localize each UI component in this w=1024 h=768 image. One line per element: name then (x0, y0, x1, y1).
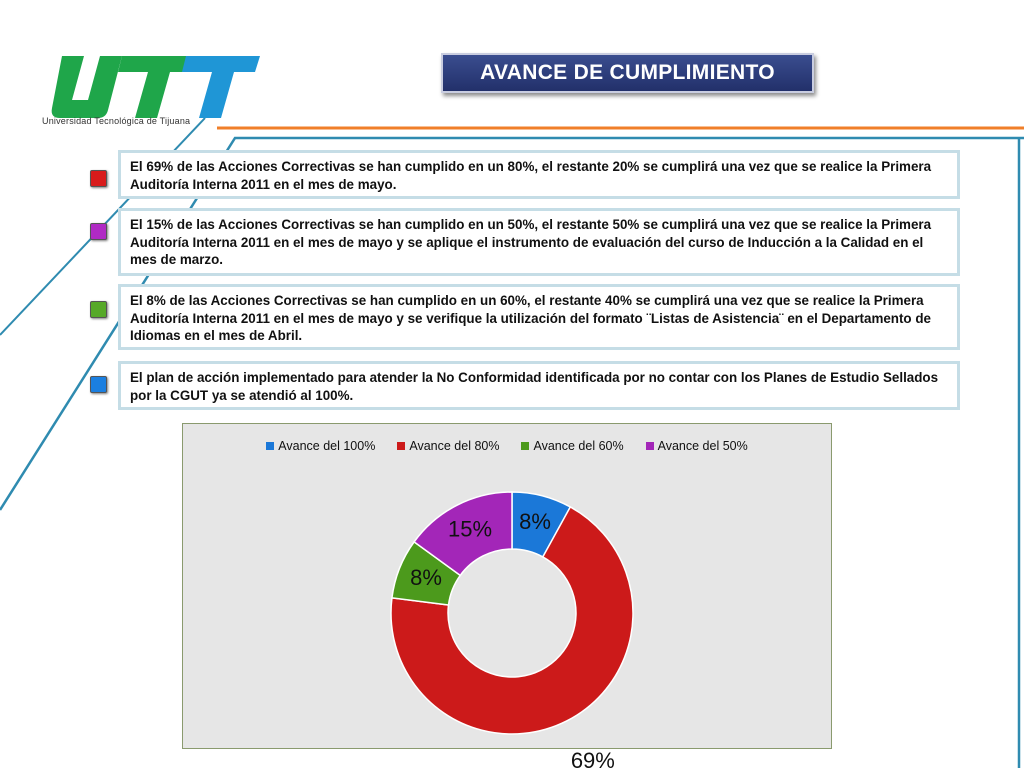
data-label-50: 15% (447, 516, 493, 542)
legend-item-50: Avance del 50% (646, 439, 748, 453)
data-label-60: 8% (410, 564, 442, 590)
text-item-3: El 8% de las Acciones Correctivas se han cumplido en un 60%, el restante 40% se cumplirá una vez que se realice la Primera Auditoría Interna 2011 en el mes de mayo y se verifique la utilización del formato ¨Listas de Asistencia¨ en el Departamento de Idiomas en el mes de Abril. (118, 284, 960, 350)
text-item-2: El 15% de las Acciones Correctivas se han cumplido en un 50%, el restante 50% se cumplirá una vez que se realice la Primera Auditoría Interna 2011 en el mes de mayo y se aplique el instrumento de evaluación del curso de Inducción a la Calidad en el mes de marzo. (118, 208, 960, 276)
data-label-80: 69% (570, 747, 615, 768)
logo-subtitle: Universidad Tecnológica de Tijuana (42, 116, 191, 126)
legend-item-60: Avance del 60% (521, 439, 623, 453)
logo-letter-t2 (182, 56, 260, 118)
donut-plot (183, 424, 831, 768)
legend-item-80: Avance del 80% (397, 439, 499, 453)
page-title: AVANCE DE CUMPLIMIENTO (441, 53, 814, 93)
bullet-green (90, 301, 107, 318)
legend-item-100: Avance del 100% (266, 439, 375, 453)
bullet-blue (90, 376, 107, 393)
text-item-1: El 69% de las Acciones Correctivas se han cumplido en un 80%, el restante 20% se cumplirá una vez que se realice la Primera Auditoría Interna 2011 en el mes de mayo. (118, 150, 960, 199)
data-label-100: 8% (519, 509, 551, 535)
logo-letter-u (52, 56, 122, 118)
bullet-purple (90, 223, 107, 240)
donut-chart (182, 423, 832, 768)
logo-letter-t1 (118, 56, 195, 118)
text-item-4: El plan de acción implementado para atender la No Conformidad identificada por no contar con los Planes de Estudio Sellados por la CGUT ya se atendió al 100%. (118, 361, 960, 410)
bullet-red (90, 170, 107, 187)
